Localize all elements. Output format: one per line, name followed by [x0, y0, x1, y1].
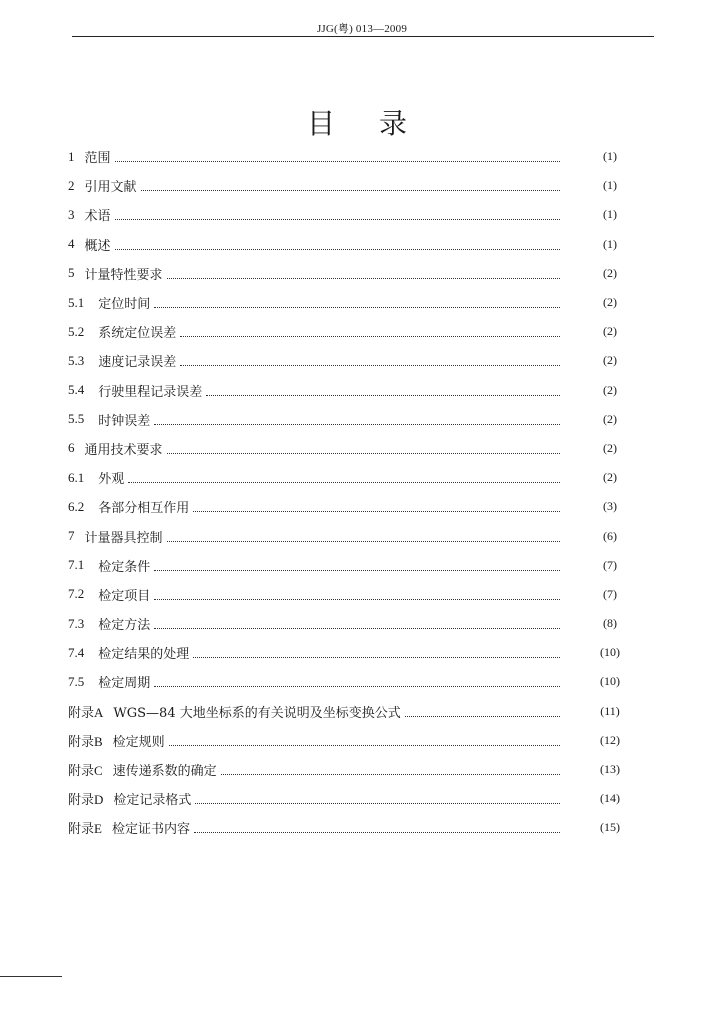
toc-dot-leader	[193, 657, 560, 658]
toc-entry-number: 5.1	[68, 294, 85, 310]
toc-entry-number: 7.5	[68, 673, 85, 689]
toc-entry-number: 1	[68, 148, 75, 164]
toc-entry-number: 7	[68, 528, 75, 544]
footer-rule	[0, 976, 62, 977]
toc-entry-number: 5.2	[68, 323, 85, 339]
toc-dot-leader	[154, 424, 560, 425]
toc-entry	[68, 405, 628, 434]
toc-dot-leader	[154, 686, 560, 687]
toc-entry-number: 7.4	[68, 644, 85, 660]
toc-entry	[68, 697, 628, 726]
toc-dot-leader	[154, 570, 560, 571]
toc-entry-page: (10)	[600, 645, 620, 660]
toc-entry-number: 6.1	[68, 469, 85, 485]
toc-entry	[68, 200, 628, 229]
toc-dot-leader	[206, 395, 560, 396]
toc-entry-page: (10)	[600, 674, 620, 689]
toc-entry	[68, 346, 628, 375]
toc-entry-page: (7)	[603, 586, 617, 601]
toc-entry-page: (8)	[603, 616, 617, 631]
toc-entry	[68, 638, 628, 667]
toc-entry	[68, 288, 628, 317]
toc-entry-page: (14)	[600, 791, 620, 806]
toc-entry-number: 7.2	[68, 586, 85, 602]
toc-entry-page: (1)	[603, 178, 617, 193]
toc-entry-title: 范围	[84, 151, 111, 167]
toc-entry-title: 速度记录误差	[98, 355, 177, 371]
toc-entry-title: 检定周期	[98, 676, 151, 692]
header-rule	[72, 36, 654, 37]
toc-entry	[68, 580, 628, 609]
toc-entry-title: 检定规则	[112, 734, 165, 750]
toc-entry	[68, 521, 628, 550]
toc-dot-leader	[115, 219, 560, 220]
toc-entry-title: 行驶里程记录误差	[98, 384, 203, 400]
toc-entry-number: 附录C	[68, 763, 103, 779]
toc-entry-number: 7.3	[68, 615, 85, 631]
toc-entry-number: 6.2	[68, 498, 85, 514]
toc-entry	[68, 317, 628, 346]
toc-entry-title: 引用文献	[84, 180, 137, 196]
toc-entry-title: 检定结果的处理	[98, 647, 190, 663]
toc-entry	[68, 171, 628, 200]
toc-dot-leader	[167, 453, 560, 454]
toc-entry-number: 6	[68, 440, 75, 456]
toc-entry-page: (1)	[603, 149, 617, 164]
toc-dot-leader	[154, 628, 560, 629]
toc-entry	[68, 230, 628, 259]
toc-entry-page: (2)	[603, 295, 617, 310]
toc-dot-leader	[405, 716, 560, 717]
toc-entry-number: 5.5	[68, 411, 85, 427]
toc-entry-page: (2)	[603, 470, 617, 485]
toc-entry-page: (11)	[600, 703, 620, 718]
toc-entry-title: 各部分相互作用	[98, 501, 190, 517]
toc-entry-page: (2)	[603, 265, 617, 280]
toc-entry-page: (1)	[603, 236, 617, 251]
toc-entry	[68, 434, 628, 463]
toc-entry-number: 5.3	[68, 352, 85, 368]
toc-entry-number: 4	[68, 236, 75, 252]
toc-entry-page: (2)	[603, 353, 617, 368]
toc-entry-page: (3)	[603, 499, 617, 514]
toc-entry-number: 7.1	[68, 557, 85, 573]
toc-entry-title: 时钟误差	[98, 413, 151, 429]
toc-entry-page: (12)	[600, 732, 620, 747]
toc-dot-leader	[115, 161, 560, 162]
toc-entry-page: (2)	[603, 324, 617, 339]
toc-entry-page: (2)	[603, 440, 617, 455]
toc-entry-title: 系统定位误差	[98, 326, 177, 342]
toc-entry-title: 速传递系数的确定	[112, 764, 217, 780]
toc-entry-number: 附录E	[68, 821, 102, 837]
toc-entry-title: 计量器具控制	[84, 530, 163, 546]
toc-entry-title: 计量特性要求	[84, 267, 163, 283]
toc-entry-page: (2)	[603, 411, 617, 426]
toc-dot-leader	[194, 832, 560, 833]
toc-entry-title: 概述	[84, 238, 111, 254]
toc-title: 目录	[306, 107, 451, 140]
toc-entry	[68, 755, 628, 784]
toc-entry	[68, 726, 628, 755]
toc-dot-leader	[221, 774, 560, 775]
toc-dot-leader	[128, 482, 560, 483]
toc-entry	[68, 609, 628, 638]
toc-entry-number: 附录D	[68, 792, 104, 808]
toc-dot-leader	[180, 365, 560, 366]
toc-entry	[68, 667, 628, 696]
document-code: JJG(粤) 013—2009	[316, 23, 408, 35]
toc-dot-leader	[169, 745, 560, 746]
toc-list	[68, 142, 628, 843]
toc-dot-leader	[193, 511, 560, 512]
toc-entry-number: 附录A	[68, 704, 104, 720]
toc-entry-page: (7)	[603, 557, 617, 572]
toc-dot-leader	[115, 249, 560, 250]
toc-entry-page: (6)	[603, 528, 617, 543]
toc-entry-title: 检定方法	[98, 618, 151, 634]
toc-entry-title: 检定条件	[98, 559, 151, 575]
toc-entry-title: WGS—84 大地坐标系的有关说明及坐标变换公式	[113, 705, 401, 721]
toc-entry	[68, 784, 628, 813]
toc-entry	[68, 259, 628, 288]
toc-entry	[68, 492, 628, 521]
toc-entry-page: (13)	[600, 762, 620, 777]
toc-entry	[68, 463, 628, 492]
toc-entry-page: (15)	[600, 820, 620, 835]
toc-entry-number: 5	[68, 265, 75, 281]
toc-entry-page: (1)	[603, 207, 617, 222]
toc-entry-number: 附录B	[68, 733, 103, 749]
toc-dot-leader	[167, 278, 560, 279]
toc-entry-title: 通用技术要求	[84, 442, 163, 458]
toc-dot-leader	[141, 190, 560, 191]
toc-entry-title: 检定证书内容	[111, 822, 190, 838]
toc-entry-page: (2)	[603, 382, 617, 397]
toc-dot-leader	[195, 803, 560, 804]
toc-dot-leader	[180, 336, 560, 337]
toc-entry	[68, 551, 628, 580]
toc-dot-leader	[167, 541, 560, 542]
toc-dot-leader	[154, 307, 560, 308]
toc-entry	[68, 142, 628, 171]
toc-entry-title: 检定记录格式	[113, 793, 192, 809]
toc-entry-title: 外观	[98, 472, 125, 488]
toc-entry	[68, 813, 628, 842]
toc-entry-title: 定位时间	[98, 297, 151, 313]
toc-entry-number: 5.4	[68, 382, 85, 398]
toc-dot-leader	[154, 599, 560, 600]
toc-entry-number: 2	[68, 177, 75, 193]
toc-entry-title: 术语	[84, 209, 111, 225]
toc-entry-title: 检定项目	[98, 588, 151, 604]
toc-entry	[68, 376, 628, 405]
toc-entry-number: 3	[68, 206, 75, 222]
